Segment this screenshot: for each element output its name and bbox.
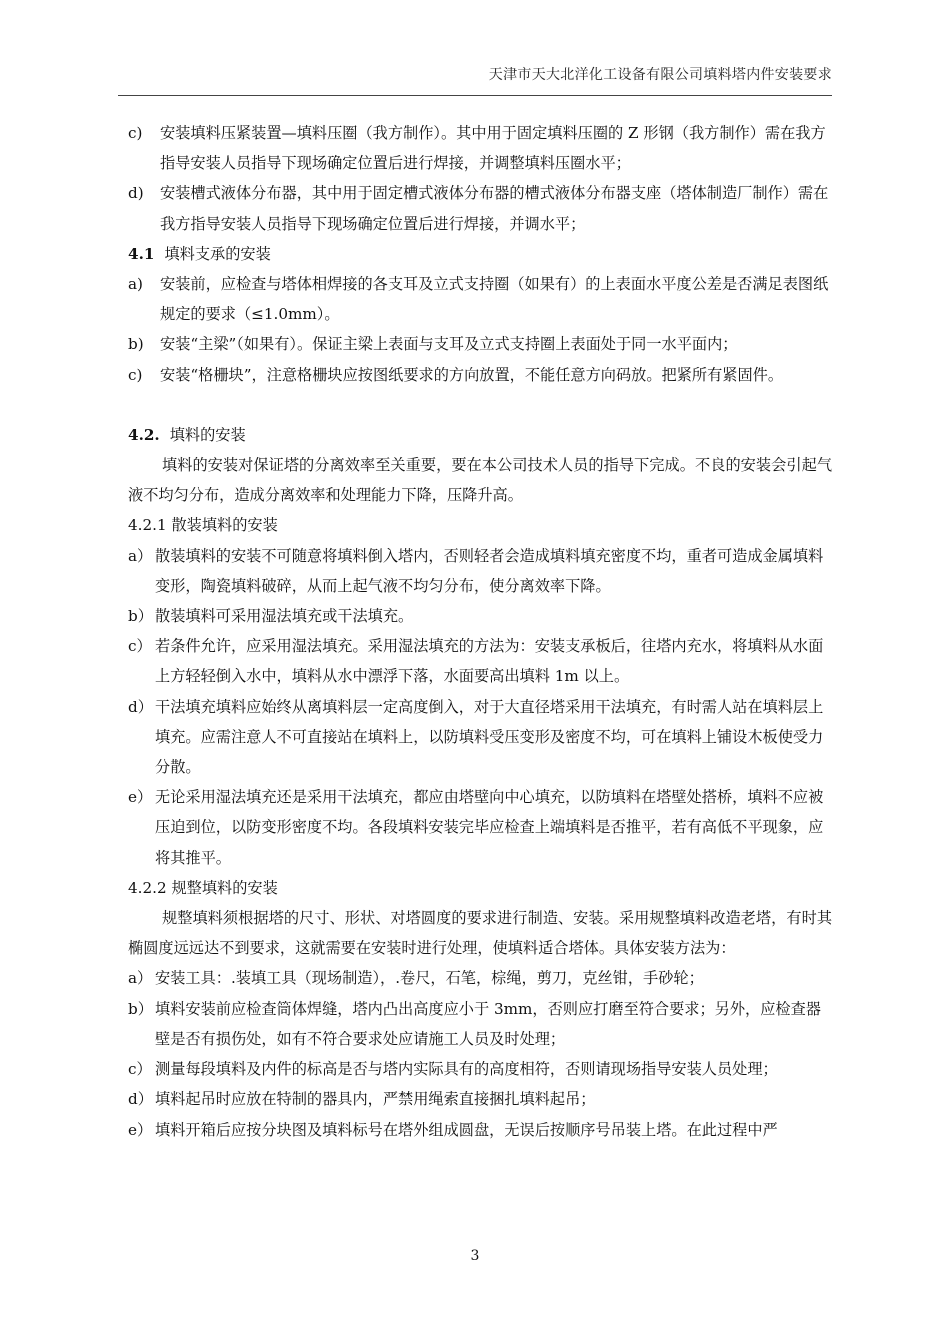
list-item-text: 安装“主梁”（如果有）。保证主梁上表面与支耳及立式支持圈上表面处于同一水平面内；: [160, 335, 738, 354]
list-item: [128, 329, 832, 359]
page-number: 3: [470, 1248, 480, 1264]
list-item-text: 填料起吊时应放在特制的器具内，严禁用绳索直接捆扎填料起吊；: [155, 1090, 596, 1109]
list-item-text: 安装前，应检查与塔体相焊接的各支耳及立式支持圈（如果有）的上表面水平度公差是否满足表图纸规定的要求（≤1.0mm）。: [160, 275, 829, 324]
spacer: [128, 390, 832, 420]
list-item: [128, 1115, 832, 1145]
section-number: 4.1: [128, 244, 155, 263]
list-item-label: c）: [128, 1060, 152, 1079]
list-item-label: a）: [128, 546, 153, 565]
list-item-text: 安装“格栅块”，注意格栅块应按图纸要求的方向放置，不能任意方向码放。把紧所有紧固件。: [160, 365, 784, 384]
list-item-label: b）: [128, 607, 153, 626]
section-heading: [128, 420, 832, 450]
subsection-heading: 4.2.2 规整填料的安装: [128, 878, 278, 897]
list-item-text: 测量每段填料及内件的标高是否与塔内实际具有的高度相符，否则请现场指导安装人员处理；: [155, 1060, 778, 1079]
list-item-label: c): [128, 365, 143, 384]
list-item-label: e）: [128, 1120, 153, 1139]
list-item: [128, 1054, 832, 1084]
list-item-text: 安装工具：.装填工具（现场制造），.卷尺，石笔，棕绳，剪刀，克丝钳，手砂轮；: [155, 969, 704, 988]
running-header: 天津市天大北洋化工设备有限公司填料塔内件安装要求: [488, 67, 832, 83]
header-rule: [118, 95, 832, 96]
list-item-text: 安装槽式液体分布器，其中用于固定槽式液体分布器的槽式液体分布器支座（塔体制造厂制作）需在我方指导安装人员指导下现场确定位置后进行焊接，并调水平；: [160, 184, 829, 233]
list-item-text: 填料开箱后应按分块图及填料标号在塔外组成圆盘，无误后按顺序号吊装上塔。在此过程中严: [155, 1120, 778, 1139]
subsection-heading: 4.2.1 散装填料的安装: [128, 516, 278, 535]
list-item-label: d）: [128, 1090, 153, 1109]
list-item-label: a）: [128, 969, 153, 988]
list-item-label: d）: [128, 697, 153, 716]
list-item-label: c）: [128, 637, 152, 656]
list-item-label: b): [128, 335, 144, 354]
list-item: [128, 631, 832, 691]
list-item: [128, 782, 832, 873]
list-item-label: a): [128, 275, 143, 294]
list-item-text: 安装填料压紧装置—填料压圈（我方制作）。其中用于固定填料压圈的 Z 形钢（我方制作）需在我方指导安装人员指导下现场确定位置后进行焊接，并调整填料压圈水平；: [160, 124, 826, 173]
list-item: [128, 994, 832, 1054]
list-item: [128, 178, 832, 238]
list-item: [128, 601, 832, 631]
list-item-text: 散装填料可采用湿法填充或干法填充。: [155, 607, 414, 626]
section-heading: [128, 239, 832, 269]
list-item: [128, 1084, 832, 1114]
paragraph: 填料的安装对保证塔的分离效率至关重要，要在本公司技术人员的指导下完成。不良的安装会引起气液不均匀分布，造成分离效率和处理能力下降，压降升高。: [128, 456, 832, 505]
list-item-label: d): [128, 184, 144, 203]
list-item: [128, 541, 832, 601]
list-item: [128, 692, 832, 783]
list-item: [128, 963, 832, 993]
list-item: [128, 360, 832, 390]
section-title: 填料的安装: [169, 425, 246, 444]
list-item-label: b）: [128, 999, 153, 1018]
list-item-text: 干法填充填料应始终从离填料层一定高度倒入，对于大直径塔采用干法填充，有时需人站在填料层上填充。应需注意人不可直接站在填料上，以防填料受压变形及密度不均，可在填料上铺设木板使受力分散。: [155, 697, 824, 777]
list-item-label: e）: [128, 788, 153, 807]
list-item: [128, 269, 832, 329]
list-item-text: 若条件允许，应采用湿法填充。采用湿法填充的方法为：安装支承板后，往塔内充水，将填料从水面上方轻轻倒入水中，填料从水中漂浮下落，水面要高出填料 1m 以上。: [155, 637, 824, 686]
document-body: [128, 118, 832, 1145]
list-item-text: 散装填料的安装不可随意将填料倒入塔内，否则轻者会造成填料填充密度不均，重者可造成金属填料变形，陶瓷填料破碎，从而上起气液不均匀分布，使分离效率下降。: [155, 546, 824, 595]
list-item: [128, 118, 832, 178]
list-item-text: 填料安装前应检查筒体焊缝，塔内凸出高度应小于 3mm，否则应打磨至符合要求；另外，应检查器壁是否有损伤处，如有不符合要求处应请施工人员及时处理；: [155, 999, 821, 1048]
list-item-label: c): [128, 124, 143, 142]
section-number: 4.2.: [128, 425, 160, 444]
list-item-text: 无论采用湿法填充还是采用干法填充，都应由塔壁向中心填充，以防填料在塔壁处搭桥，填料不应被压迫到位，以防变形密度不均。各段填料安装完毕应检查上端填料是否推平，若有高低不平现象，应将其推平。: [155, 788, 824, 867]
section-title: 填料支承的安装: [164, 244, 271, 263]
paragraph: 规整填料须根据塔的尺寸、形状、对塔圆度的要求进行制造、安装。采用规整填料改造老塔，有时其椭圆度远远达不到要求，这就需要在安装时进行处理，使填料适合塔体。具体安装方法为：: [128, 909, 832, 958]
